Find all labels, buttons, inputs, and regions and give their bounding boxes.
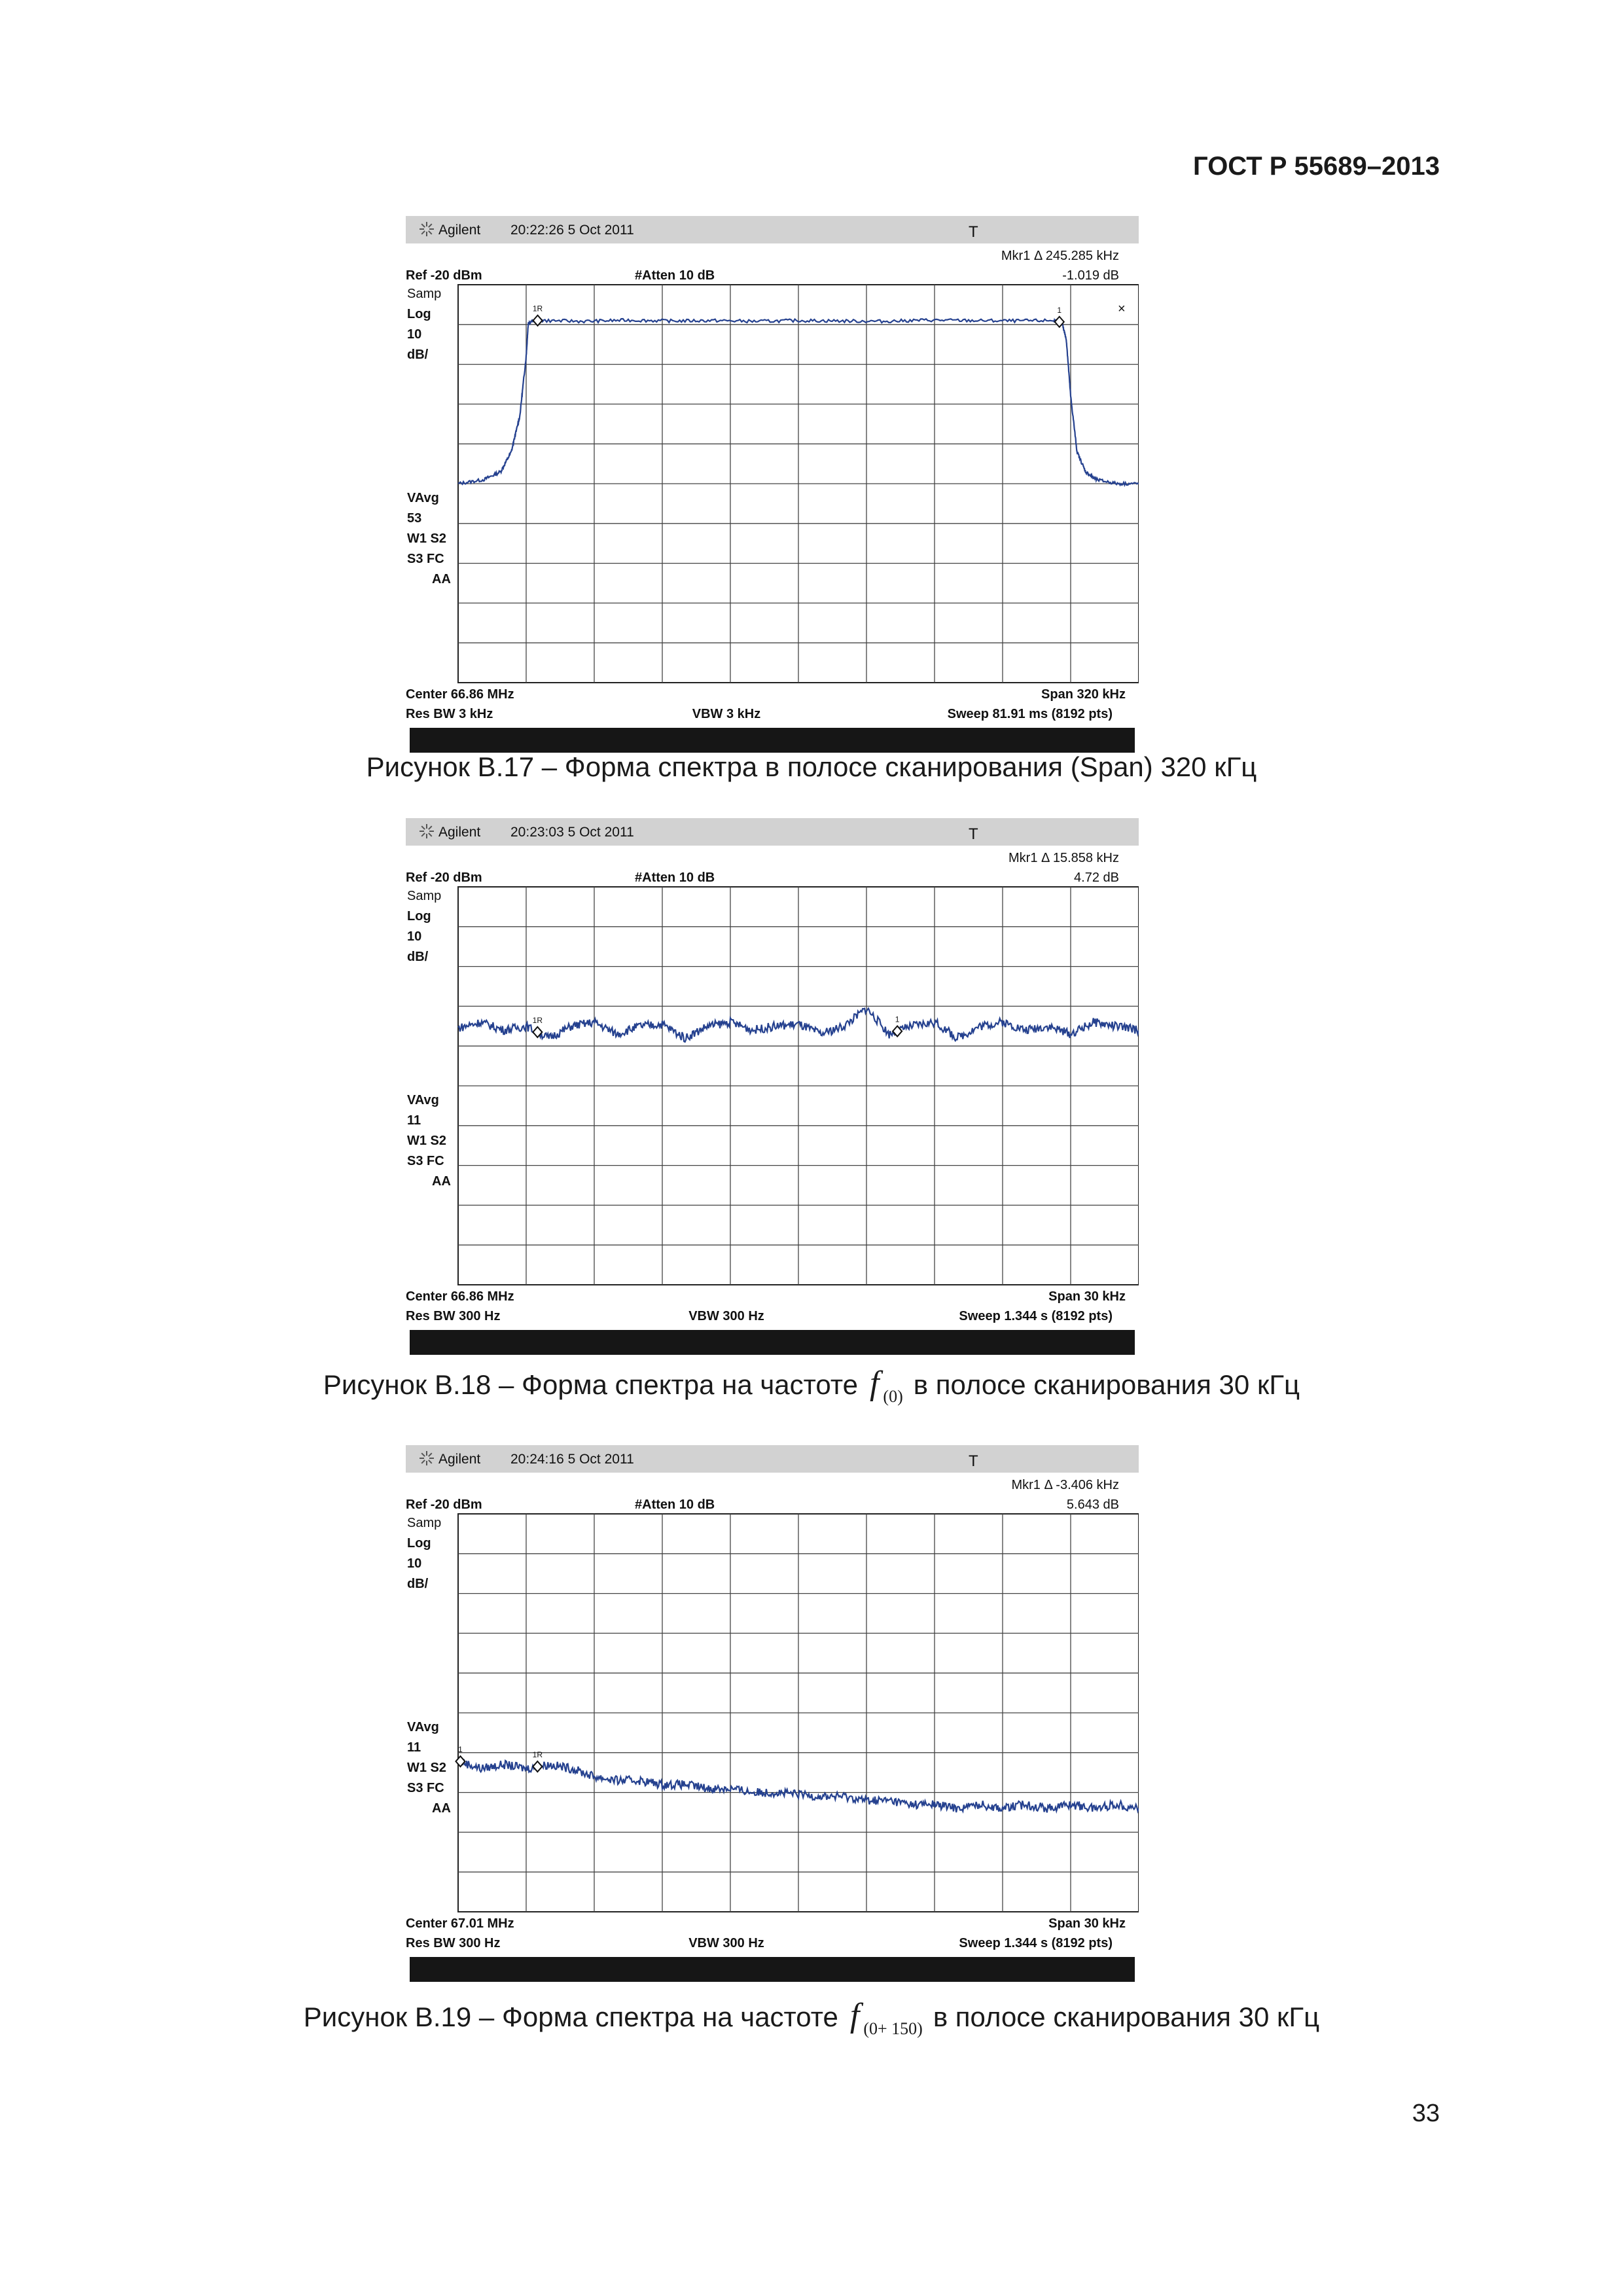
ref-level: Ref -20 dBm <box>406 1498 482 1512</box>
scale-label: dB/ <box>407 1577 429 1591</box>
scale-label: dB/ <box>407 348 429 362</box>
scale-label: dB/ <box>407 950 429 964</box>
scale-label: Samp <box>407 1516 442 1530</box>
marker-readout-level: -1.019 dB <box>1062 268 1119 283</box>
analyzer-screen <box>406 216 1139 757</box>
averaging-label: 53 <box>407 511 422 526</box>
video-bandwidth: VBW 3 kHz <box>692 707 761 721</box>
spectrum-screen-1 <box>406 216 1139 757</box>
analyzer-screen <box>406 1445 1139 1986</box>
plot-grid <box>458 1514 1139 1912</box>
attenuation: #Atten 10 dB <box>635 870 715 885</box>
figure-caption-1: Рисунок В.17 – Форма спектра в полосе сканирования (Span) 320 кГц <box>366 751 1257 782</box>
averaging-label: AA <box>432 1174 451 1189</box>
sweep-time: Sweep 1.344 s (8192 pts) <box>959 1936 1113 1950</box>
center-frequency: Center 66.86 MHz <box>406 687 514 702</box>
averaging-label: W1 S2 <box>407 531 447 546</box>
marker-readout-freq: Mkr1 Δ -3.406 kHz <box>1011 1478 1119 1492</box>
averaging-label: VAvg <box>407 1093 439 1107</box>
standard-code: ГОСТ Р 55689–2013 <box>1193 152 1440 181</box>
center-frequency: Center 67.01 MHz <box>406 1916 514 1931</box>
marker-label: 1R <box>532 304 543 314</box>
status-bar <box>410 1330 1135 1355</box>
timestamp: 20:24:16 5 Oct 2011 <box>510 1452 634 1467</box>
marker-cross-icon: × <box>1118 302 1126 316</box>
scale-label: 10 <box>407 327 422 342</box>
video-bandwidth: VBW 300 Hz <box>688 1936 764 1950</box>
caption-text: Рисунок В.18 – Форма спектра на частоте <box>323 1369 858 1400</box>
averaging-label: 11 <box>407 1740 421 1755</box>
trigger-indicator: T <box>969 1452 978 1470</box>
center-frequency: Center 66.86 MHz <box>406 1289 514 1304</box>
averaging-label: S3 FC <box>407 552 444 566</box>
resolution-bandwidth: Res BW 300 Hz <box>406 1309 501 1323</box>
scale-label: 10 <box>407 1556 422 1571</box>
frequency-subscript: (0) <box>883 1387 903 1406</box>
brand-label: Agilent <box>438 825 481 840</box>
span-readout: Span 30 kHz <box>1048 1916 1126 1931</box>
resolution-bandwidth: Res BW 3 kHz <box>406 707 493 721</box>
averaging-label: S3 FC <box>407 1154 444 1168</box>
plot-grid <box>458 887 1139 1285</box>
averaging-label: W1 S2 <box>407 1761 447 1775</box>
scale-label: Samp <box>407 889 442 903</box>
caption-text-end: в полосе сканирования 30 кГц <box>913 1369 1300 1400</box>
scale-label: Log <box>407 909 431 924</box>
marker-readout-level: 4.72 dB <box>1074 870 1119 885</box>
marker-label: 1R <box>532 1015 543 1025</box>
brand-label: Agilent <box>438 1452 481 1467</box>
sweep-time: Sweep 81.91 ms (8192 pts) <box>947 707 1113 721</box>
status-bar <box>410 728 1135 753</box>
sweep-time: Sweep 1.344 s (8192 pts) <box>959 1309 1113 1323</box>
caption-text: Рисунок В.19 – Форма спектра на частоте <box>303 2001 838 2032</box>
marker-label: 1R <box>532 1750 543 1760</box>
attenuation: #Atten 10 dB <box>635 268 715 283</box>
averaging-label: W1 S2 <box>407 1134 447 1148</box>
marker-label: 1 <box>1057 305 1062 315</box>
caption-text-end: в полосе сканирования 30 кГц <box>933 2001 1320 2032</box>
marker-label: 1 <box>458 1745 463 1755</box>
averaging-label: AA <box>432 1801 451 1816</box>
brand-label: Agilent <box>438 223 481 238</box>
trigger-indicator: T <box>969 223 978 241</box>
averaging-label: 11 <box>407 1113 421 1128</box>
status-bar <box>410 1957 1135 1982</box>
averaging-label: VAvg <box>407 491 439 505</box>
frequency-symbol: f <box>869 1365 880 1402</box>
scale-label: 10 <box>407 929 422 944</box>
trigger-indicator: T <box>969 825 978 843</box>
ref-level: Ref -20 dBm <box>406 268 482 283</box>
figure-caption-3 <box>0 1996 1623 2039</box>
ref-level: Ref -20 dBm <box>406 870 482 885</box>
timestamp: 20:23:03 5 Oct 2011 <box>510 825 634 840</box>
scale-label: Samp <box>407 287 442 301</box>
averaging-label: S3 FC <box>407 1781 444 1795</box>
video-bandwidth: VBW 300 Hz <box>688 1309 764 1323</box>
marker-readout-level: 5.643 dB <box>1066 1498 1119 1512</box>
marker-label: 1 <box>895 1014 900 1024</box>
timestamp: 20:22:26 5 Oct 2011 <box>510 223 634 238</box>
resolution-bandwidth: Res BW 300 Hz <box>406 1936 501 1950</box>
spectrum-screen-2 <box>406 818 1139 1359</box>
averaging-label: VAvg <box>407 1720 439 1734</box>
span-readout: Span 30 kHz <box>1048 1289 1126 1304</box>
analyzer-screen <box>406 818 1139 1359</box>
figure-caption-2 <box>0 1364 1623 1407</box>
page-number: 33 <box>1412 2100 1440 2127</box>
marker-readout-freq: Mkr1 Δ 245.285 kHz <box>1001 249 1119 263</box>
span-readout: Span 320 kHz <box>1041 687 1126 702</box>
plot-grid <box>458 285 1139 683</box>
scale-label: Log <box>407 1536 431 1551</box>
spectrum-screen-3 <box>406 1445 1139 1986</box>
frequency-symbol: f <box>849 1997 860 2034</box>
frequency-subscript: (0+ 150) <box>863 2019 923 2038</box>
averaging-label: AA <box>432 572 451 586</box>
scale-label: Log <box>407 307 431 321</box>
marker-readout-freq: Mkr1 Δ 15.858 kHz <box>1008 851 1119 865</box>
attenuation: #Atten 10 dB <box>635 1498 715 1512</box>
